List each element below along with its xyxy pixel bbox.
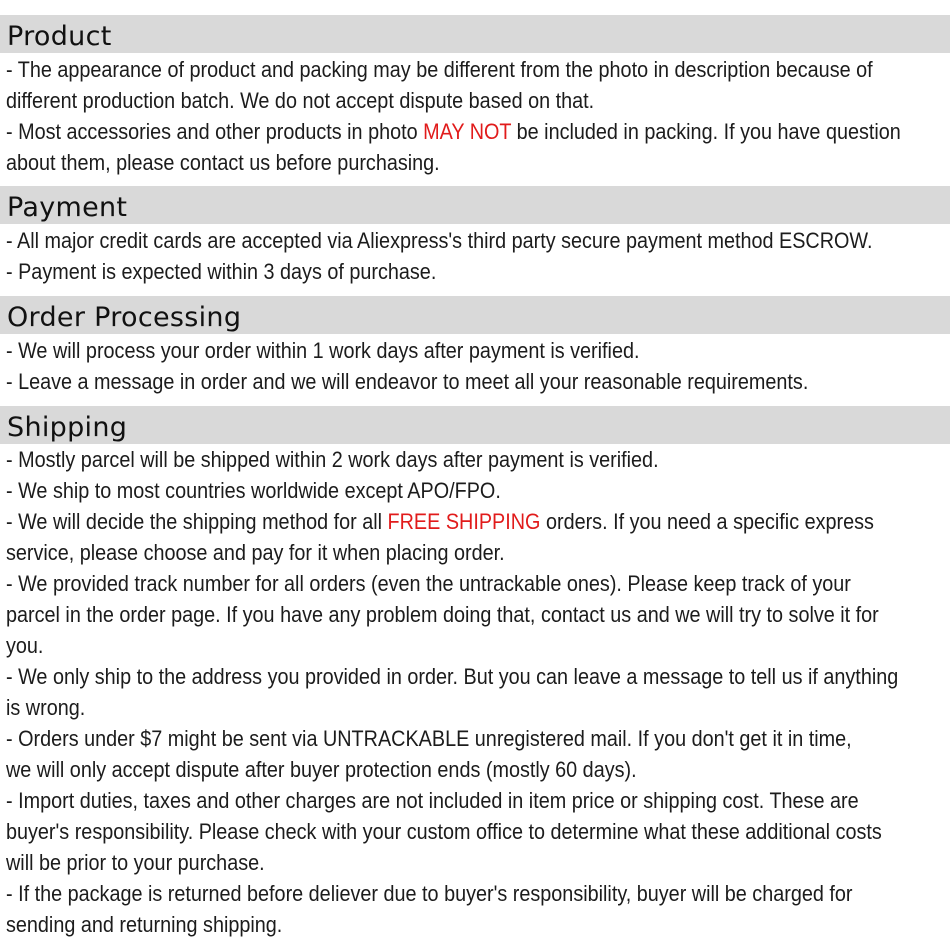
shipping-line-5: - We provided track number for all orders (even the untrackable ones). Please keep track of your: [6, 571, 851, 596]
product-line-1: - The appearance of product and packing may be different from the photo in description because of: [6, 57, 873, 82]
payment-line-1: - All major credit cards are accepted via Aliexpress's third party secure payment method ESCROW.: [6, 228, 873, 253]
product-section: [0, 15, 950, 178]
shipping-line-13: buyer's responsibility. Please check with your custom office to determine what these additional costs: [6, 819, 882, 844]
shipping-line-6: parcel in the order page. If you have any problem doing that, contact us and we will try to solve it for: [6, 602, 879, 627]
order-processing-heading: Order Processing: [0, 296, 950, 334]
payment-section: [0, 186, 950, 287]
shipping-line-3-after: orders. If you need a specific express: [540, 509, 874, 534]
shipping-line-10: - Orders under $7 might be sent via UNTRACKABLE unregistered mail. If you don't get it in time,: [6, 726, 852, 751]
product-line-3: [6, 116, 901, 147]
shipping-line-3: [6, 506, 874, 537]
shipping-line-1: - Mostly parcel will be shipped within 2 work days after payment is verified.: [6, 447, 659, 472]
product-line-3-before: - Most accessories and other products in photo: [6, 119, 424, 144]
order-processing-text: [0, 334, 950, 397]
shipping-line-11: we will only accept dispute after buyer protection ends (mostly 60 days).: [6, 757, 637, 782]
payment-heading: Payment: [0, 186, 950, 224]
order-line-2: - Leave a message in order and we will endeavor to meet all your reasonable requirements.: [6, 369, 809, 394]
shipping-line-9: is wrong.: [6, 695, 86, 720]
shipping-text: [0, 444, 950, 940]
shipping-heading: Shipping: [0, 406, 950, 444]
shipping-line-12: - Import duties, taxes and other charges are not included in item price or shipping cost. These are: [6, 788, 859, 813]
shipping-line-8: - We only ship to the address you provided in order. But you can leave a message to tell us if anything: [6, 664, 899, 689]
order-processing-section: [0, 296, 950, 397]
product-line-2: different production batch. We do not accept dispute based on that.: [6, 88, 595, 113]
shipping-line-3-before: - We will decide the shipping method for all: [6, 509, 388, 534]
product-line-3-after: be included in packing. If you have question: [511, 119, 901, 144]
product-line-4: about them, please contact us before purchasing.: [6, 150, 440, 175]
shipping-line-2: - We ship to most countries worldwide except APO/FPO.: [6, 478, 501, 503]
shipping-section: [0, 406, 950, 940]
shipping-line-16: sending and returning shipping.: [6, 912, 283, 937]
shipping-line-4: service, please choose and pay for it when placing order.: [6, 540, 505, 565]
payment-line-2: - Payment is expected within 3 days of purchase.: [6, 259, 437, 284]
shipping-line-14: will be prior to your purchase.: [6, 850, 265, 875]
shipping-line-7: you.: [6, 633, 44, 658]
may-not-highlight: MAY NOT: [423, 119, 512, 144]
product-heading: Product: [0, 15, 950, 53]
free-shipping-highlight: FREE SHIPPING: [387, 509, 541, 534]
shipping-line-15: - If the package is returned before deliever due to buyer's responsibility, buyer will be charged for: [6, 881, 853, 906]
payment-text: [0, 224, 950, 287]
order-line-1: - We will process your order within 1 work days after payment is verified.: [6, 338, 640, 363]
product-text: [0, 53, 950, 178]
